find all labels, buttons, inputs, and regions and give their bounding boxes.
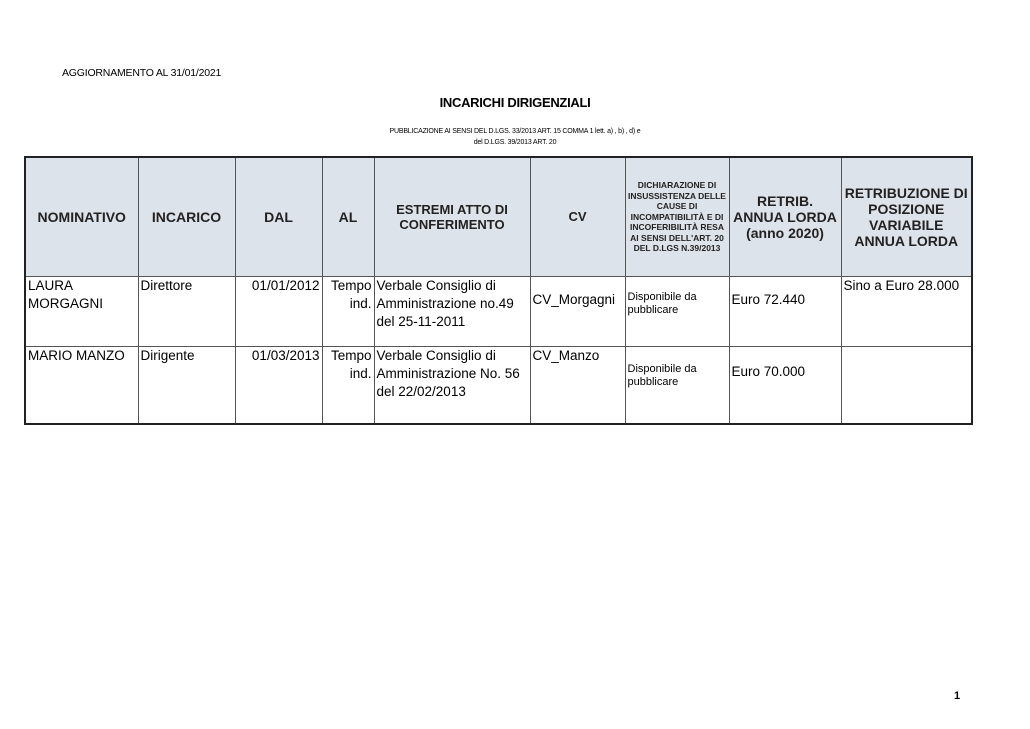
- col-header-estremi: ESTREMI ATTO DI CONFERIMENTO: [374, 157, 530, 276]
- incarichi-table: [24, 156, 973, 425]
- col-header-retrib: RETRIB. ANNUA LORDA (anno 2020): [729, 157, 841, 276]
- col-header-dal: DAL: [235, 157, 322, 276]
- subtitle-line-1: PUBBLICAZIONE AI SENSI DEL D.LGS. 33/2013 ART. 15 COMMA 1 lett. a) , b) , d) e: [389, 128, 641, 135]
- cell-cv: CV_Manzo: [530, 346, 625, 424]
- cell-al: Tempo ind.: [322, 346, 374, 424]
- cell-estremi: Verbale Consiglio di Amministrazione no.49 del 25-11-2011: [374, 276, 530, 346]
- cell-dichiarazione: Disponibile da pubblicare: [625, 346, 729, 424]
- col-header-nominativo: NOMINATIVO: [25, 157, 138, 276]
- cell-cv: CV_Morgagni: [530, 276, 625, 346]
- table-header-row: [25, 157, 972, 276]
- cell-incarico: Dirigente: [138, 346, 235, 424]
- cell-dichiarazione: Disponibile da pubblicare: [625, 276, 729, 346]
- cell-dal: 01/01/2012: [235, 276, 322, 346]
- cell-dal: 01/03/2013: [235, 346, 322, 424]
- col-header-incarico: INCARICO: [138, 157, 235, 276]
- document-title: INCARICHI DIRIGENZIALI: [439, 95, 591, 110]
- cell-incarico: Direttore: [138, 276, 235, 346]
- col-header-variabile: RETRIBUZIONE DI POSIZIONE VARIABILE ANNUA LORDA: [841, 157, 972, 276]
- cell-retrib: Euro 70.000: [729, 346, 841, 424]
- table-row: [25, 276, 972, 346]
- page-number: 1: [954, 690, 961, 702]
- cell-variabile: [841, 346, 972, 424]
- col-header-cv: CV: [530, 157, 625, 276]
- update-date: AGGIORNAMENTO AL 31/01/2021: [62, 67, 222, 79]
- cell-nominativo: MARIO MANZO: [25, 346, 138, 424]
- cell-nominativo: LAURA MORGAGNI: [25, 276, 138, 346]
- cell-estremi: Verbale Consiglio di Amministrazione No. 56 del 22/02/2013: [374, 346, 530, 424]
- cell-al: Tempo ind.: [322, 276, 374, 346]
- col-header-al: AL: [322, 157, 374, 276]
- cell-variabile: Sino a Euro 28.000: [841, 276, 972, 346]
- table-row: [25, 346, 972, 424]
- cell-retrib: Euro 72.440: [729, 276, 841, 346]
- subtitle-line-2: del D.LGS. 39/2013 ART. 20: [473, 139, 557, 146]
- col-header-dichiarazione: DICHIARAZIONE DI INSUSSISTENZA DELLE CAUSE DI INCOMPATIBILITÀ E DI INCOFERIBILITÀ RESA AI SENSI DELL'ART. 20 DEL D.LGS N.39/2013: [625, 157, 729, 276]
